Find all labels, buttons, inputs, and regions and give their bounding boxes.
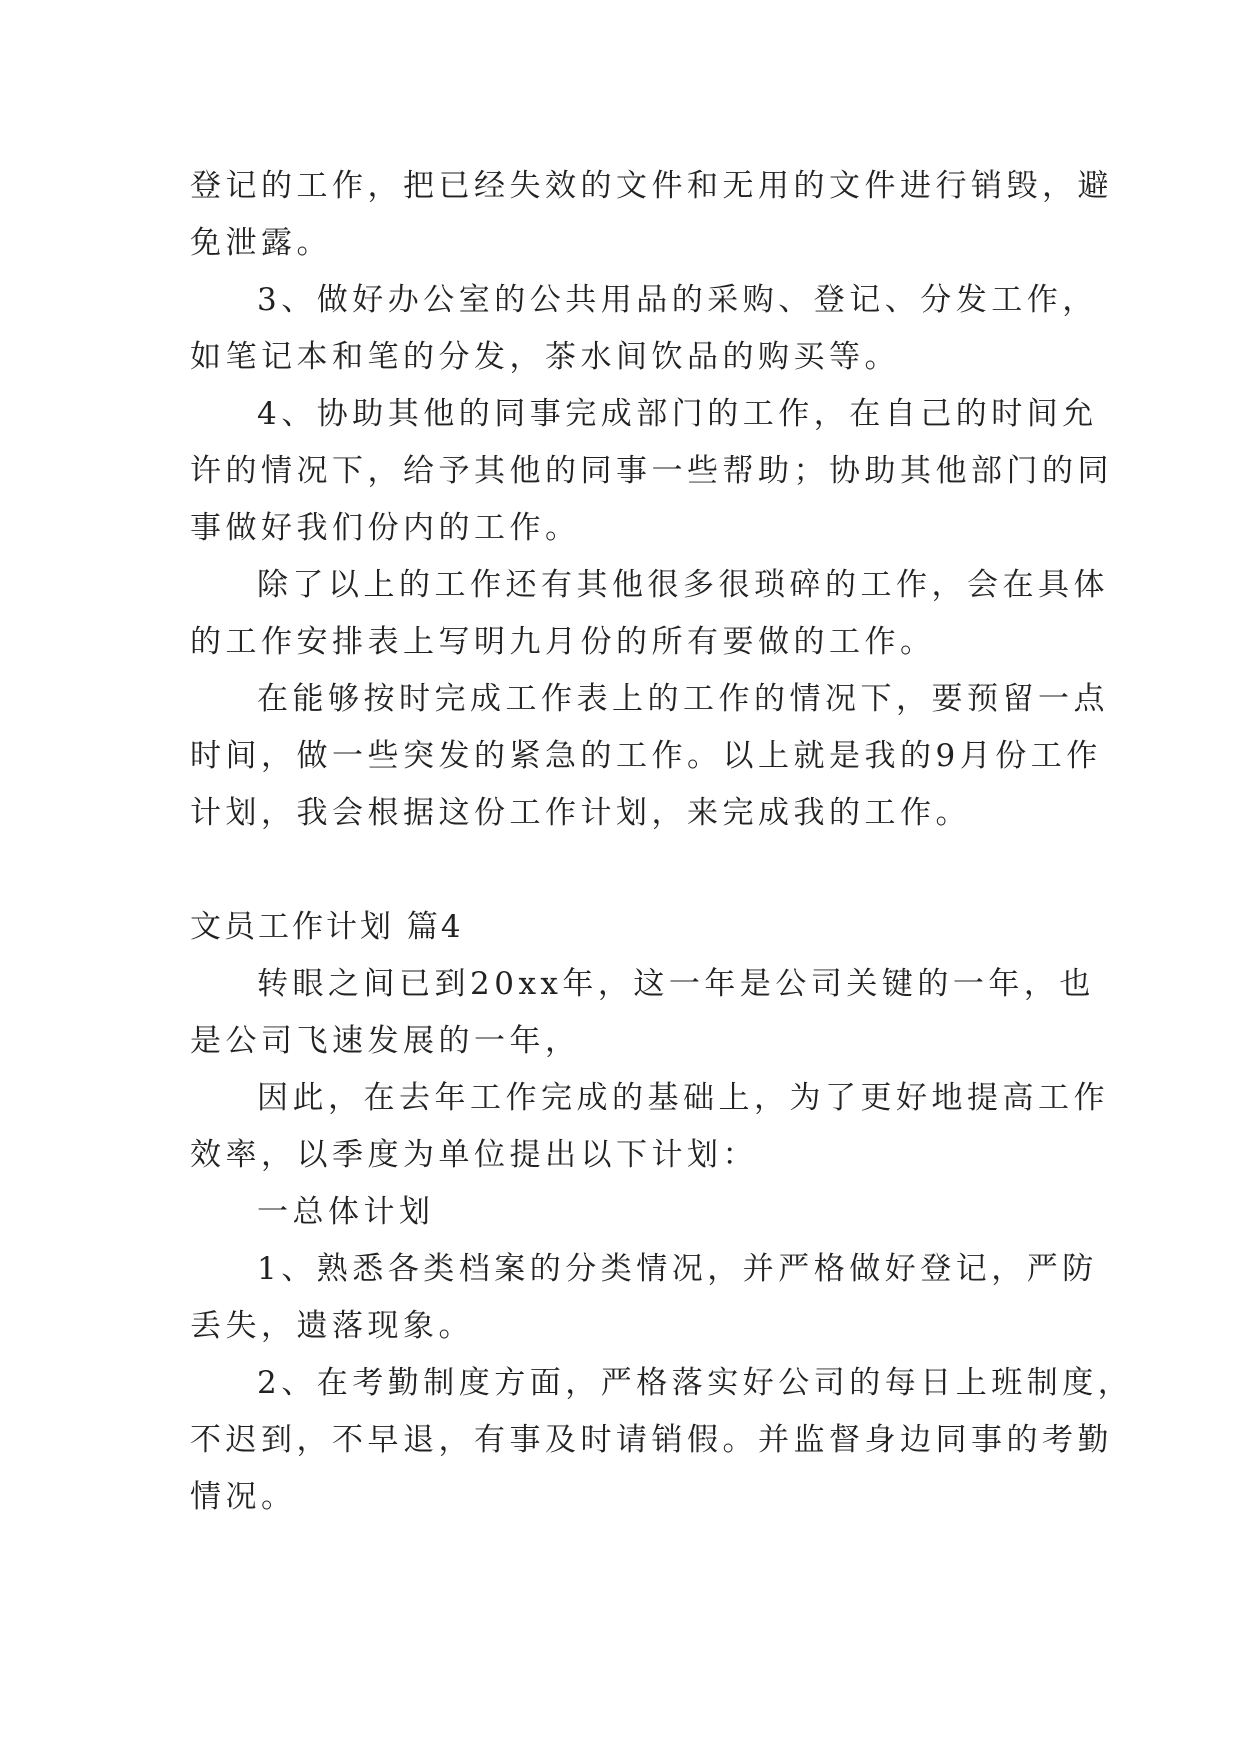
list-item-4-line: 许的情况下，给予其他的同事一些帮助；协助其他部门的同 — [190, 453, 1113, 489]
paragraph-line: 效率，以季度为单位提出以下计划： — [190, 1137, 758, 1173]
paragraph-line: 的工作安排表上写明九月份的所有要做的工作。 — [190, 624, 936, 660]
paragraph-line: 是公司飞速发展的一年， — [190, 1023, 581, 1059]
list-item-4-line: 事做好我们份内的工作。 — [190, 510, 581, 546]
plan-item-2-line: 不迟到，不早退，有事及时请销假。并监督身边同事的考勤 — [190, 1422, 1113, 1458]
list-item-4: 4、协助其他的同事完成部门的工作，在自己的时间允 — [257, 396, 1098, 432]
list-item-3-line: 如笔记本和笔的分发，茶水间饮品的购买等。 — [190, 339, 900, 375]
subheading-overall-plan: 一总体计划 — [257, 1194, 435, 1230]
paragraph-line: 免泄露。 — [190, 225, 332, 261]
section-heading: 文员工作计划 篇4 — [190, 909, 464, 945]
paragraph-intro: 转眼之间已到20xx年，这一年是公司关键的一年，也 — [257, 966, 1095, 1002]
paragraph-therefore: 因此，在去年工作完成的基础上，为了更好地提高工作 — [257, 1080, 1109, 1116]
paragraph-line: 登记的工作，把已经失效的文件和无用的文件进行销毁，避 — [190, 168, 1113, 204]
paragraph-line: 时间，做一些突发的紧急的工作。以上就是我的9月份工作 — [190, 738, 1102, 774]
plan-item-2-line: 情况。 — [190, 1479, 297, 1515]
plan-item-1: 1、熟悉各类档案的分类情况，并严格做好登记，严防 — [257, 1251, 1098, 1287]
list-item-3: 3、做好办公室的公共用品的采购、登记、分发工作， — [257, 282, 1098, 318]
plan-item-2: 2、在考勤制度方面，严格落实好公司的每日上班制度， — [257, 1365, 1134, 1401]
paragraph-line: 计划，我会根据这份工作计划，来完成我的工作。 — [190, 795, 971, 831]
paragraph-other-work: 除了以上的工作还有其他很多很琐碎的工作，会在具体 — [257, 567, 1109, 603]
paragraph-reserve-time: 在能够按时完成工作表上的工作的情况下，要预留一点 — [257, 681, 1109, 717]
plan-item-1-line: 丢失，遗落现象。 — [190, 1308, 474, 1344]
